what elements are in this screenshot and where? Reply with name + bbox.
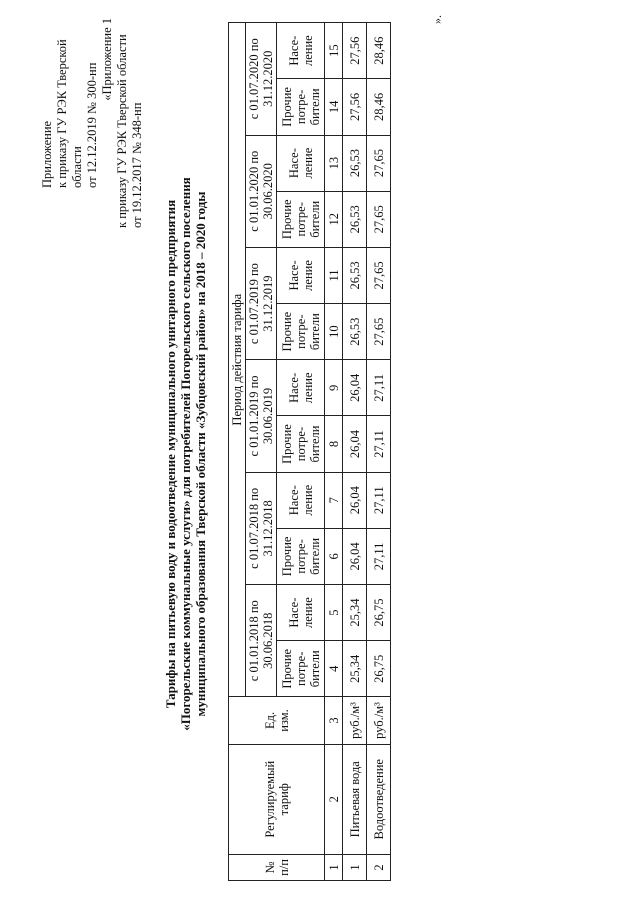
- previous-appendix-header-line: «Приложение 1: [100, 18, 114, 101]
- tariff-value: 27,11: [367, 472, 391, 528]
- tariff-value: 27,11: [367, 416, 391, 472]
- row-unit: руб./м³: [343, 697, 367, 744]
- previous-appendix-header-line: к приказу ГУ РЭК Тверской области: [115, 34, 129, 228]
- previous-appendix-header-line: от 19.12.2017 № 348-нп: [130, 102, 144, 228]
- column-number: 8: [325, 416, 343, 472]
- table-row: [343, 23, 367, 881]
- tariff-value: 27,65: [367, 191, 391, 247]
- tariff-value: 27,56: [343, 79, 367, 135]
- header-period-range: с 01.07.2020 по 31.12.2020: [246, 23, 277, 136]
- column-number: 9: [325, 360, 343, 416]
- row-number: 1: [343, 854, 367, 880]
- header-other-consumers: Прочие потре-бители: [277, 528, 325, 584]
- row-tariff-name: Питьевая вода: [343, 744, 367, 854]
- tariff-value: 26,75: [367, 585, 391, 641]
- tariff-table: [228, 22, 391, 881]
- document-title: [163, 114, 208, 794]
- column-number: 12: [325, 191, 343, 247]
- appendix-header-line: от 12.12.2019 № 300-нп: [85, 62, 99, 188]
- tariff-value: 27,65: [367, 135, 391, 191]
- header-other-consumers: Прочие потре-бители: [277, 641, 325, 697]
- tariff-value: 27,11: [367, 360, 391, 416]
- header-population: Насе-ление: [277, 585, 325, 641]
- header-population: Насе-ление: [277, 360, 325, 416]
- column-number: 2: [325, 744, 343, 854]
- column-number: 14: [325, 79, 343, 135]
- header-unit: Ед. изм.: [229, 697, 325, 744]
- column-number: 4: [325, 641, 343, 697]
- document-title-line: муниципального образования Тверской области «Зубцовский район» на 2018 – 2020 годы: [193, 191, 208, 717]
- tariff-value: 26,53: [343, 247, 367, 303]
- tariff-value: 28,46: [367, 79, 391, 135]
- tariff-value: 26,04: [343, 416, 367, 472]
- tariff-value: 26,04: [343, 472, 367, 528]
- appendix-header-line: Приложение: [40, 120, 54, 188]
- column-number: 3: [325, 697, 343, 744]
- header-period-range: с 01.01.2020 по 30.06.2020: [246, 135, 277, 247]
- tariff-value: 27,65: [367, 304, 391, 360]
- header-population: Насе-ление: [277, 472, 325, 528]
- tariff-value: 25,34: [343, 641, 367, 697]
- table-row: [367, 23, 391, 881]
- column-number: 5: [325, 585, 343, 641]
- header-population: Насе-ление: [277, 135, 325, 191]
- tariff-value: 27,65: [367, 247, 391, 303]
- header-period-range: с 01.07.2018 по 31.12.2018: [246, 472, 277, 584]
- header-other-consumers: Прочие потре-бители: [277, 304, 325, 360]
- header-other-consumers: Прочие потре-бители: [277, 191, 325, 247]
- header-period-range: с 01.01.2018 по 30.06.2018: [246, 585, 277, 697]
- tariff-value: 26,04: [343, 528, 367, 584]
- closing-quote-mark: ».: [430, 15, 444, 24]
- tariff-value: 26,53: [343, 304, 367, 360]
- header-period-range: с 01.07.2019 по 31.12.2019: [246, 247, 277, 359]
- tariff-value: 27,56: [343, 23, 367, 79]
- header-period-range: с 01.01.2019 по 30.06.2019: [246, 360, 277, 472]
- header-other-consumers: Прочие потре-бители: [277, 79, 325, 135]
- tariff-value: 26,75: [367, 641, 391, 697]
- tariff-value: 26,53: [343, 135, 367, 191]
- document-title-line: Тарифы на питьевую воду и водоотведение муниципального унитарного предприятия: [163, 199, 178, 709]
- row-tariff-name: Водоотведение: [367, 744, 391, 854]
- header-number: № п/п: [229, 854, 325, 880]
- column-number: 15: [325, 23, 343, 79]
- tariff-value: 27,11: [367, 528, 391, 584]
- row-number: 2: [367, 854, 391, 880]
- appendix-header-line: к приказу ГУ РЭК Тверской области: [55, 39, 84, 188]
- appendix-header: [40, 8, 100, 188]
- column-number: 13: [325, 135, 343, 191]
- header-population: Насе-ление: [277, 247, 325, 303]
- row-unit: руб./м³: [367, 697, 391, 744]
- column-number: 11: [325, 247, 343, 303]
- header-period: Период действия тарифа: [229, 23, 246, 697]
- tariff-value: 25,34: [343, 585, 367, 641]
- column-number: 1: [325, 854, 343, 880]
- header-tariff: Регулируемый тариф: [229, 744, 325, 854]
- tariff-value: 28,46: [367, 23, 391, 79]
- column-number: 6: [325, 528, 343, 584]
- document-title-line: «Погорельские коммунальные услуги» для потребителей Погорельского сельского поселения: [178, 177, 193, 731]
- column-number: 10: [325, 304, 343, 360]
- previous-appendix-header: [100, 18, 145, 228]
- tariff-value: 26,53: [343, 191, 367, 247]
- tariff-value: 26,04: [343, 360, 367, 416]
- header-population: Насе-ление: [277, 23, 325, 79]
- header-other-consumers: Прочие потре-бители: [277, 416, 325, 472]
- column-number: 7: [325, 472, 343, 528]
